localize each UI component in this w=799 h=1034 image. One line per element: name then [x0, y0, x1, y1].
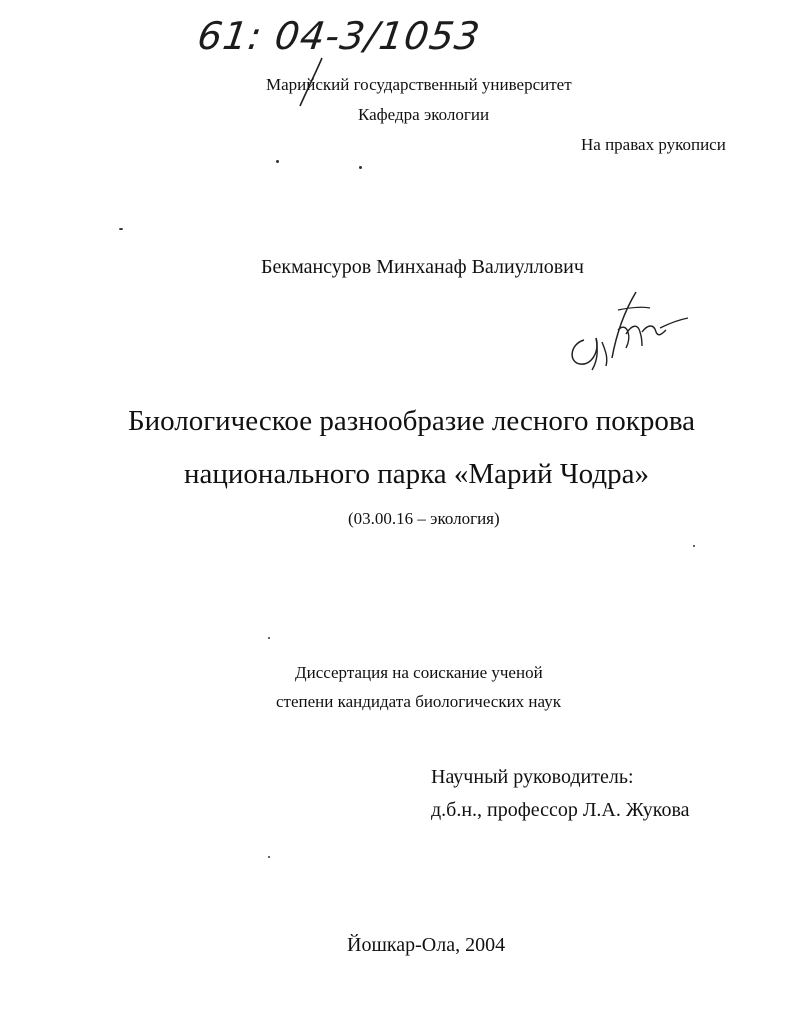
thesis-title-line-2: национального парка «Марий Чодра»: [184, 458, 649, 490]
scan-speck: [268, 856, 270, 858]
manuscript-rights: На правах рукописи: [581, 135, 726, 154]
specialty-code: (03.00.16 – экология): [348, 509, 500, 528]
place-and-year: Йошкар-Ола, 2004: [347, 934, 506, 956]
thesis-title-line-1: Биологическое разнообразие лесного покрова: [128, 405, 696, 437]
scan-speck: [693, 545, 695, 547]
scan-speck: [119, 228, 123, 230]
university-name: Марийский государственный университет: [266, 75, 572, 94]
scan-speck: [359, 166, 362, 169]
degree-line-1: Диссертация на соискание ученой: [295, 663, 543, 682]
degree-line-2: степени кандидата биологических наук: [276, 692, 561, 711]
signature-icon: [562, 288, 692, 374]
scan-speck: [268, 637, 270, 639]
scan-speck: [276, 160, 279, 163]
author-name: Бекмансуров Минханаф Валиуллович: [261, 256, 584, 278]
supervisor-label: Научный руководитель:: [431, 766, 634, 788]
archive-code: 61: 04-3/1053: [194, 14, 484, 58]
supervisor-name: д.б.н., профессор Л.А. Жукова: [431, 799, 690, 821]
department-name: Кафедра экологии: [358, 105, 490, 124]
